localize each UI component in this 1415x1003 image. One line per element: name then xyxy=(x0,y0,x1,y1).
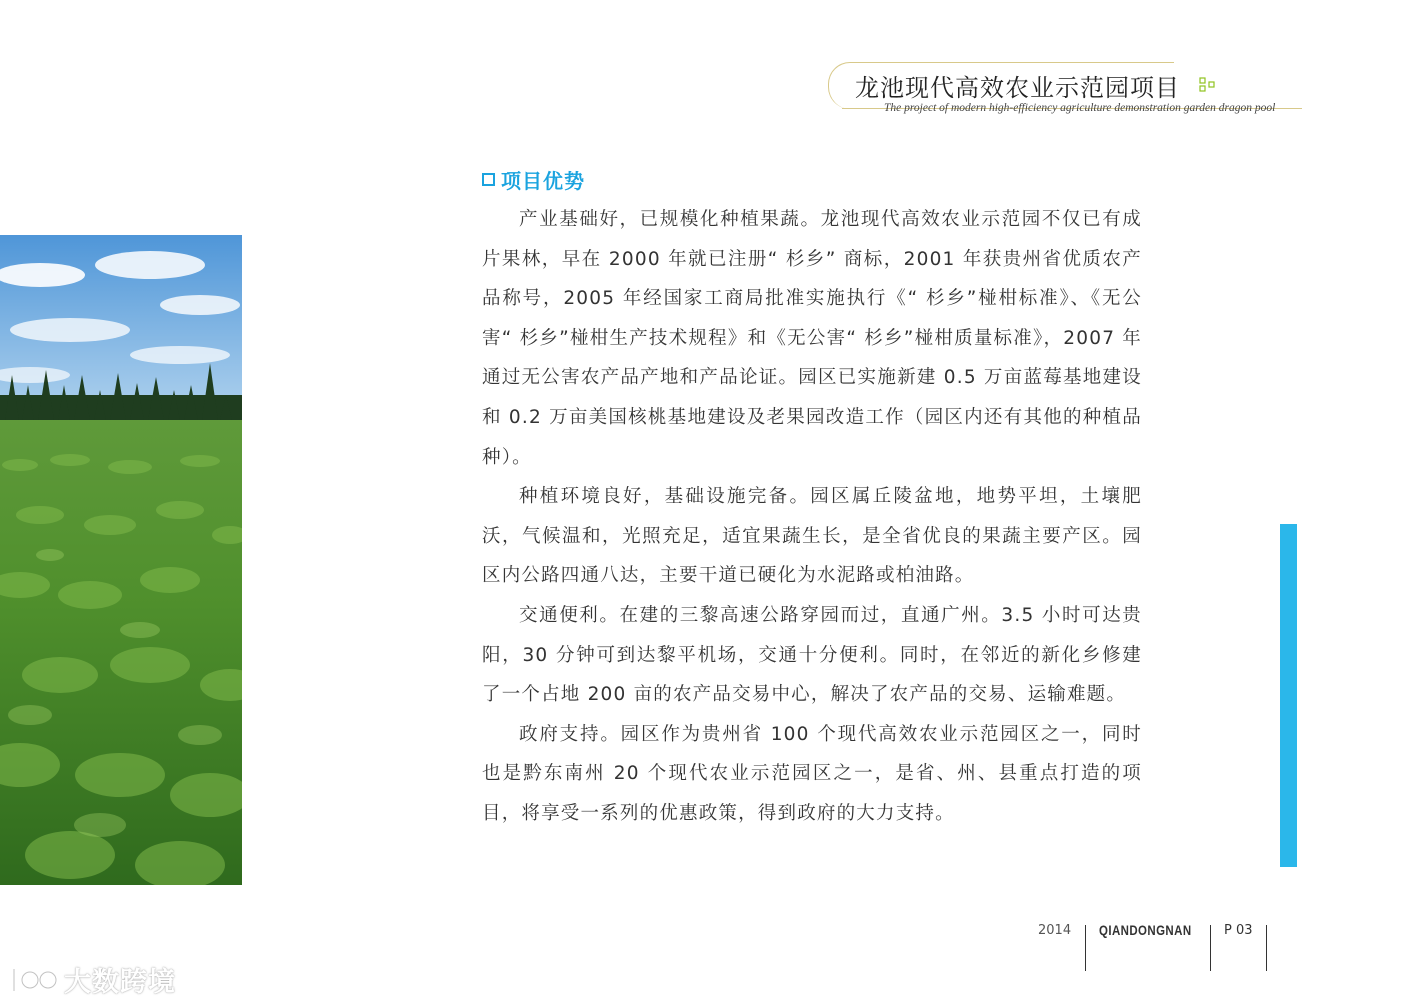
section-body xyxy=(482,200,1142,834)
paragraph: 政府支持。园区作为贵州省 100 个现代高效农业示范园区之一，同时也是黔东南州 20 个现代农业示范园区之一，是省、州、县重点打造的项目，将享受一系列的优惠政策，得到政府的大力支持。 xyxy=(482,723,1142,824)
header-dots-icon xyxy=(1199,77,1221,97)
footer-divider xyxy=(1266,925,1267,971)
field-photo xyxy=(0,235,242,885)
paragraph: 产业基础好，已规模化种植果蔬。龙池现代高效农业示范园不仅已有成片果林，早在 2000 年就已注册“ 杉乡” 商标，2001 年获贵州省优质农产品称号，2005 年经国家工商局批准实施执行《“ 杉乡”椪柑标准》、《无公害“ 杉乡”椪柑生产技术规程》和《无公害“ 杉乡”椪柑质量标准》，2007 年通过无公害农产品产地和产品论证。园区已实施新建 0.5 万亩蓝莓基地建设和 0.2 万亩美国核桃基地建设及老果园改造工作（园区内还有其他的种植品种）。 xyxy=(482,209,1142,468)
section-heading-text: 项目优势 xyxy=(501,168,585,193)
footer-year: 2014 xyxy=(1038,923,1072,938)
watermark-text: 大数跨境 xyxy=(64,967,176,998)
project-subtitle: The project of modern high-efficiency agriculture demonstration garden dragon pool xyxy=(884,102,1276,114)
watermark-logo-icon xyxy=(8,963,60,997)
project-title: 龙池现代高效农业示范园项目 xyxy=(855,74,1180,102)
paragraph: 种植环境良好，基础设施完备。园区属丘陵盆地，地势平坦，土壤肥沃，气候温和，光照充足，适宜果蔬生长，是全省优良的果蔬主要产区。园区内公路四通八达，主要干道已硬化为水泥路或柏油路。 xyxy=(482,486,1142,587)
footer-divider xyxy=(1085,925,1086,971)
section-heading xyxy=(482,166,585,192)
accent-bar xyxy=(1280,524,1297,867)
page-number: P 03 xyxy=(1224,923,1253,938)
watermark xyxy=(8,960,176,999)
heading-square-icon xyxy=(482,173,495,186)
footer-brand: QIANDONGNAN xyxy=(1099,922,1192,938)
footer-divider xyxy=(1210,925,1211,971)
paragraph: 交通便利。在建的三黎高速公路穿园而过，直通广州。3.5 小时可达贵阳，30 分钟可到达黎平机场，交通十分便利。同时，在邻近的新化乡修建了一个占地 200 亩的农产品交易中心，解决了农产品的交易、运输难题。 xyxy=(482,604,1142,706)
